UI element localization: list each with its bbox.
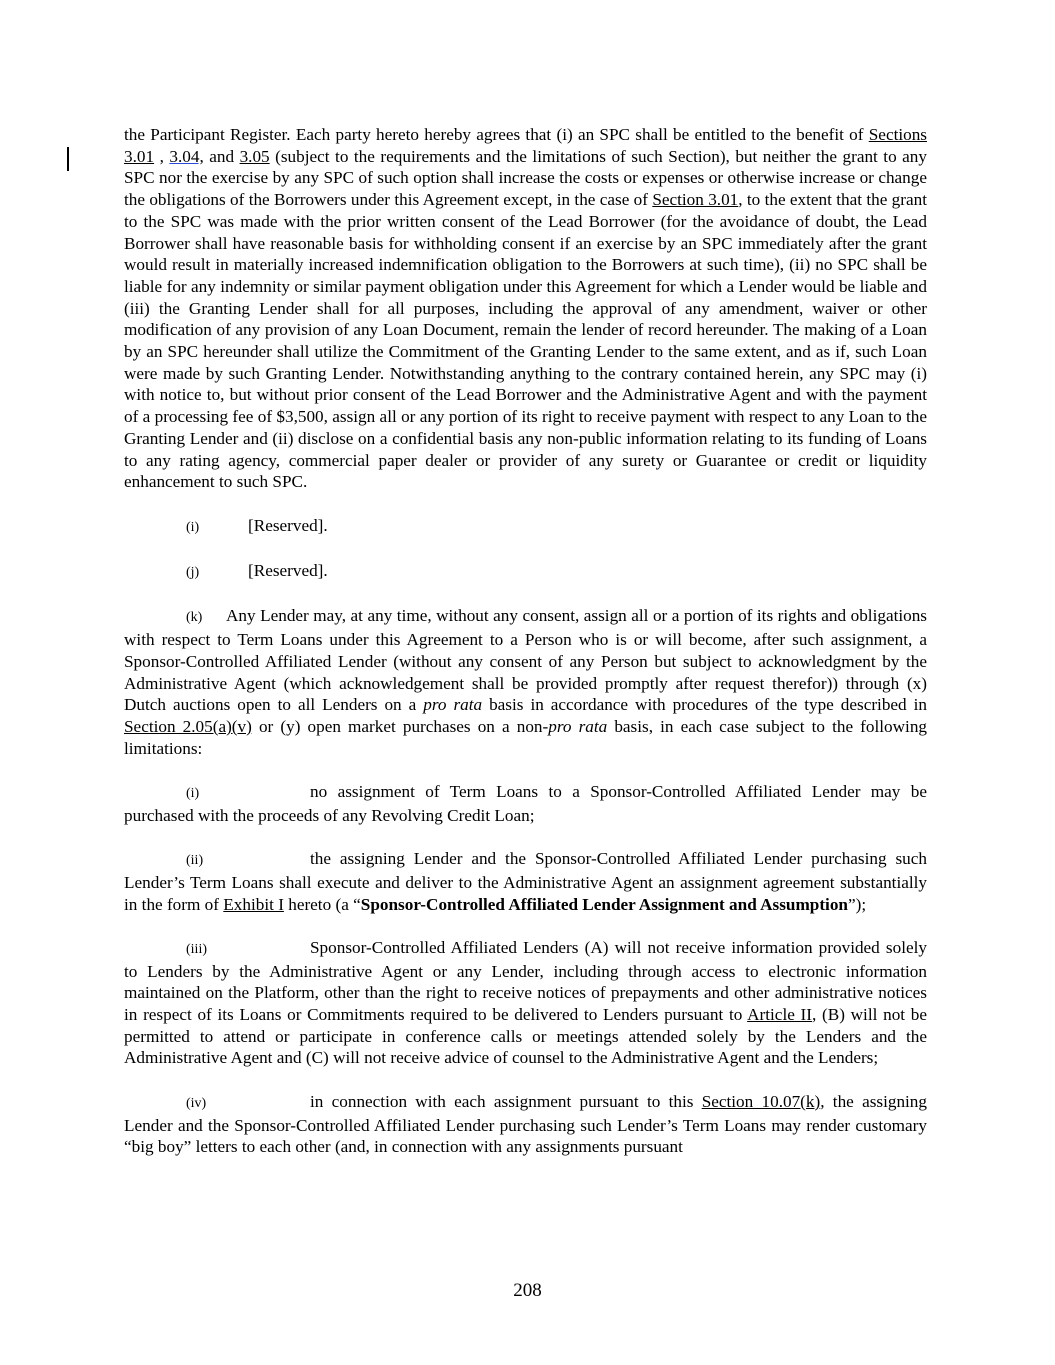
paragraph-reserved-i xyxy=(124,515,927,539)
paragraph-sub-ii xyxy=(124,848,927,915)
cross-reference-article-ii[interactable]: Article II xyxy=(747,1005,813,1025)
text-run: hereto (a “ xyxy=(283,894,361,914)
page-number: 208 xyxy=(513,1280,542,1301)
paragraph-sub-iii xyxy=(124,937,927,1069)
text-run: , the assigning Lender and the Sponsor-Controlled Affiliated Lender purchasing such Lender’s Term Loans may render customary “big boy” letters to each other (and, in connection with any assignments pursuant xyxy=(124,1091,927,1157)
clause-label: (i) xyxy=(186,519,200,535)
clause-label: (iii) xyxy=(186,941,207,957)
clause-text: [Reserved]. xyxy=(248,515,328,535)
clause-text: no assignment of Term Loans to a Sponsor-Controlled Affiliated Lender may be purchased with the proceeds of any Revolving Credit Loan; xyxy=(124,782,927,825)
clause-label: (i) xyxy=(186,786,200,802)
text-run: in connection with each assignment pursuant to this xyxy=(310,1091,702,1111)
clause-label: (k) xyxy=(186,610,203,626)
text-run: basis in accordance with procedures of the type described in xyxy=(482,695,927,715)
italic-term: pro rata xyxy=(423,695,483,715)
paragraph-sub-iv xyxy=(124,1091,927,1158)
clause-text: [Reserved]. xyxy=(248,561,328,581)
clause-label: (iv) xyxy=(186,1095,207,1111)
text-run: (subject to the requirements and the limitations of such Section), but neither the grant to any SPC nor the exercise by any SPC of such option shall increase the costs or expenses or otherwise increase or change the obligations of the Borrowers under this Agreement except, in the case of xyxy=(124,146,927,210)
paragraph-k-sponsor-assignment xyxy=(124,605,927,759)
cross-reference-3-04[interactable]: 3.04, xyxy=(169,146,204,166)
cross-reference-3-05[interactable]: 3.05 xyxy=(239,146,270,166)
revision-change-bar xyxy=(67,147,69,171)
text-run: ”); xyxy=(848,894,867,914)
text-run: or (y) open market purchases on a non- xyxy=(251,716,549,736)
text-run: basis, in each case subject to the following limitations: xyxy=(124,716,928,758)
text-run: the assigning Lender and the Sponsor-Controlled Affiliated Lender purchasing such Lender’s Term Loans shall execute and deliver to the Administrative Agent an assignment agreement substantially in the form of xyxy=(124,849,927,914)
defined-term: Sponsor-Controlled Affiliated Lender Assignment and Assumption xyxy=(360,894,848,914)
cross-reference-exhibit-i[interactable]: Exhibit I xyxy=(223,894,284,914)
cross-reference-section-2-05[interactable]: Section 2.05(a)(v) xyxy=(124,716,252,736)
text-run: the Participant Register. Each party hereto hereby agrees that (i) an SPC shall be entitled to the benefit of xyxy=(124,125,869,144)
paragraph-reserved-j xyxy=(124,560,927,584)
text-run: , to the extent that the grant to the SPC was made with the prior written consent of the Lead Borrower (for the avoidance of doubt, the Lead Borrower shall have reasonable basis for withholding consent if an exercise by an SPC immediately after the grant would result in materially increased indemnification obligation to the Borrowers at such time), (ii) no SPC shall be liable for any indemnity or similar payment obligation under this Agreement for which a Lender would be liable and (iii) the Granting Lender shall for all purposes, including the approval of any amendment, waiver or other modification of any provision of any Loan Document, remain the lender of record hereunder. The making of a Loan by an SPC hereunder shall utilize the Commitment of the Granting Lender to the same extent, and as if, such Loan were made by such Granting Lender. Notwithstanding anything to the contrary contained herein, any SPC may (i) with notice to, but without prior consent of the Lead Borrower and the Administrative Agent and with the payment of a processing fee of $3,500, assign all or any portion of its right to receive payment with respect to any Loan to the Granting Lender and (ii) disclose on a confidential basis any non-public information relating to its funding of Loans to any rating agency, commercial paper dealer or provider of any surety or Guarantee or credit or liquidity enhancement to such SPC. xyxy=(124,190,927,492)
paragraph-sub-i xyxy=(124,781,927,826)
italic-term: pro rata xyxy=(548,716,608,736)
document-body xyxy=(124,124,927,1158)
text-run: Sponsor-Controlled Affiliated Lenders (A) will not receive information provided solely to Lenders by the Administrative Agent or any Lender, including through access to electronic information maintained on the Platform, other than the right to receive notices of prepayments and other administrative notices in respect of its Loans or Commitments required to be delivered to Lenders pursuant to xyxy=(124,937,927,1025)
text-run: , (B) will not be permitted to attend or participate in conference calls or meetings attended solely by the Lenders and the Administrative Agent and (C) will not receive advice of counsel to the Administrative Agent and the Lenders; xyxy=(124,1005,927,1068)
clause-label: (ii) xyxy=(186,853,204,869)
clause-label: (j) xyxy=(186,565,200,581)
text-run: , xyxy=(154,146,170,166)
cross-reference-sections-3-01[interactable]: Sections 3.01 xyxy=(124,125,927,166)
text-run: and xyxy=(203,146,240,166)
cross-reference-section-10-07[interactable]: Section 10.07(k) xyxy=(701,1091,821,1111)
paragraph-spc-benefits xyxy=(124,124,927,493)
text-run: Any Lender may, at any time, without any consent, assign all or a portion of its rights and obligations with respect to Term Loans under this Agreement to a Person who is or will become, after such assignment, a Sponsor-Controlled Affiliated Lender (without any consent of any Person but subject to acknowledgment by the Administrative Agent (which acknowledgement shall be provided promptly after request therefor)) through (x) Dutch auctions open to all Lenders on a xyxy=(124,606,927,715)
cross-reference-section-3-01[interactable]: Section 3.01 xyxy=(652,190,739,210)
